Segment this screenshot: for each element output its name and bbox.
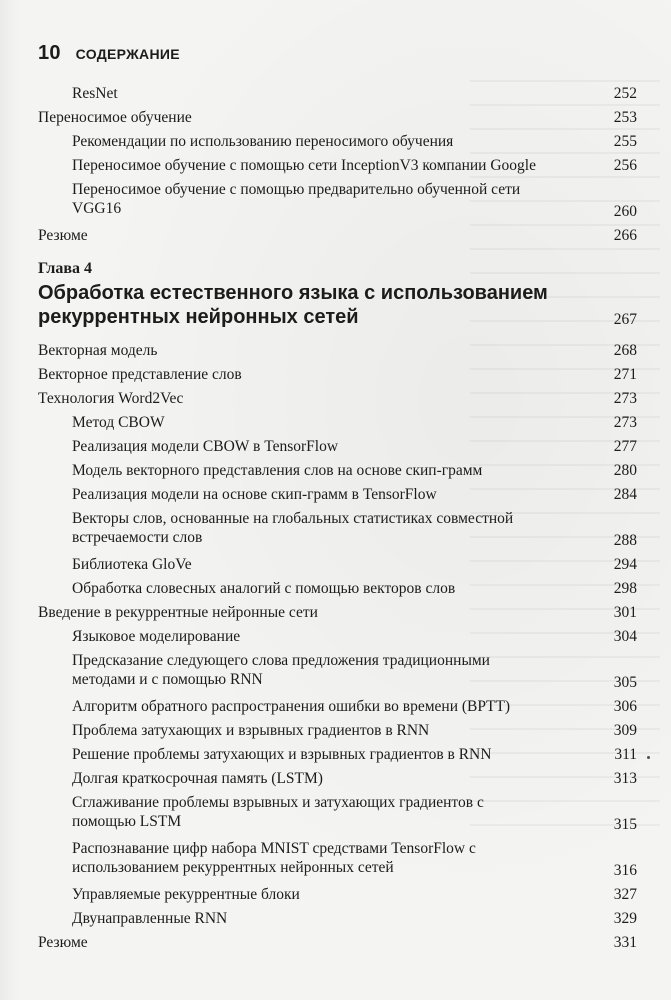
running-header-title: СОДЕРЖАНИЕ — [75, 46, 180, 62]
toc-entry-page: 256 — [613, 157, 637, 174]
toc-entry[interactable] — [38, 627, 637, 646]
toc-entry[interactable] — [38, 909, 637, 928]
toc-entry-title: Языковое моделирование — [72, 628, 241, 645]
toc-entry-page: 316 — [613, 862, 637, 879]
toc-entry-title: Рекомендации по использованию переносимого обучения — [72, 133, 454, 150]
toc-entry-page: 301 — [613, 604, 637, 621]
toc-entry[interactable] — [38, 885, 637, 904]
toc-entry-page: 313 — [613, 770, 637, 787]
toc-entry-title: Проблема затухающих и взрывных градиентов в RNN — [72, 722, 430, 739]
toc-entry[interactable] — [38, 839, 637, 880]
toc-entry-title: ResNet — [72, 85, 118, 102]
toc-entry-page: 327 — [613, 886, 637, 903]
toc-entry-title: Библиотека GloVe — [72, 556, 192, 573]
toc-entry-title: Управляемые рекуррентные блоки — [72, 886, 300, 903]
toc-entry-page: 304 — [613, 628, 637, 645]
toc-entry[interactable] — [38, 721, 637, 740]
toc-entry[interactable] — [38, 509, 637, 550]
toc-entry-title: Реализация модели на основе скип-грамм в TensorFlow — [72, 486, 437, 503]
chapter-heading[interactable] — [38, 259, 637, 329]
toc-entry-title: Решение проблемы затухающих и взрывных градиентов в RNN — [72, 746, 492, 763]
chapter-page: 267 — [613, 311, 637, 328]
toc-entry[interactable] — [38, 697, 637, 716]
toc-entry-page: 331 — [613, 934, 637, 951]
toc-entry-title: Обработка словесных аналогий с помощью векторов слов — [72, 580, 456, 597]
toc-entry[interactable] — [38, 745, 637, 764]
toc-entry[interactable] — [38, 413, 637, 432]
toc-entry-title: Резюме — [38, 227, 88, 244]
toc-entry-page: 309 — [613, 722, 637, 739]
toc-entry-title: Векторное представление слов — [38, 366, 242, 383]
toc-entry-page: 305 — [613, 674, 637, 691]
toc-entry-page: 306 — [613, 698, 637, 715]
toc-entry-title: Двунаправленные RNN — [72, 910, 228, 927]
toc-entry-page: 298 — [613, 580, 637, 597]
toc-entry[interactable] — [38, 84, 637, 103]
toc-entry-page: 277 — [613, 438, 637, 455]
toc-entry[interactable] — [38, 437, 637, 456]
page-number: 10 — [38, 42, 61, 64]
toc-entry[interactable] — [38, 461, 637, 480]
toc-entry-page: 294 — [613, 556, 637, 573]
toc-entry[interactable] — [38, 651, 637, 692]
toc-entry[interactable] — [38, 603, 637, 622]
toc-entry[interactable] — [38, 365, 637, 384]
toc-entry-page: 260 — [613, 203, 637, 220]
toc-entry[interactable] — [38, 132, 637, 151]
toc-entry-title: Долгая краткосрочная память (LSTM) — [72, 770, 323, 787]
toc-entry-title: Реализация модели CBOW в TensorFlow — [72, 438, 339, 455]
toc-entry[interactable] — [38, 933, 637, 952]
toc-entry[interactable] — [38, 485, 637, 504]
toc-entry-page: 253 — [613, 109, 637, 126]
toc-entry-page: 280 — [613, 462, 637, 479]
table-of-contents — [38, 84, 637, 957]
ink-dot — [647, 756, 650, 759]
toc-entry-title: Переносимое обучение — [38, 109, 192, 126]
toc-entry[interactable] — [38, 555, 637, 574]
toc-entry-title: Введение в рекуррентные нейронные сети — [38, 604, 318, 621]
toc-entry-page: 273 — [613, 414, 637, 431]
chapter-title: Обработка естественного языка с использованием рекуррентных нейронных сетей — [38, 282, 548, 328]
toc-entry-page: 329 — [613, 910, 637, 927]
toc-entry-page: 268 — [613, 342, 637, 359]
toc-entry-title: Сглаживание проблемы взрывных и затухающих градиентов с помощью LSTM — [72, 794, 484, 830]
toc-entry-title: Резюме — [38, 934, 88, 951]
toc-entry[interactable] — [38, 769, 637, 788]
toc-entry-page: 255 — [613, 133, 637, 150]
toc-entry-page: 315 — [613, 816, 637, 833]
toc-entry-page: 266 — [613, 227, 637, 244]
toc-entry-page: 271 — [613, 366, 637, 383]
toc-entry-title: Распознавание цифр набора MNIST средствами TensorFlow с использованием рекуррентных нейронных сетей — [72, 840, 476, 876]
toc-entry[interactable] — [38, 793, 637, 834]
chapter-label: Глава 4 — [38, 260, 92, 277]
toc-entry-title: Технология Word2Vec — [38, 390, 184, 407]
toc-entry[interactable] — [38, 156, 637, 175]
toc-entry-page: 252 — [613, 85, 637, 102]
toc-entry[interactable] — [38, 389, 637, 408]
toc-entry[interactable] — [38, 180, 637, 221]
toc-entry-title: Переносимое обучение с помощью предварительно обученной сети VGG16 — [72, 181, 521, 217]
toc-entry-title: Предсказание следующего слова предложения традиционными методами и с помощью RNN — [72, 652, 490, 688]
toc-entry-page: 311 — [614, 746, 637, 763]
toc-entry[interactable] — [38, 341, 637, 360]
toc-entry-title: Алгоритм обратного распространения ошибки во времени (BPTT) — [72, 698, 511, 715]
toc-entry[interactable] — [38, 226, 637, 245]
toc-entry-title: Модель векторного представления слов на основе скип-грамм — [72, 462, 483, 479]
running-header — [38, 42, 180, 65]
toc-entry-page: 284 — [613, 486, 637, 503]
toc-entry-title: Векторная модель — [38, 342, 158, 359]
toc-entry-title: Метод CBOW — [72, 414, 165, 431]
toc-entry[interactable] — [38, 579, 637, 598]
toc-entry[interactable] — [38, 108, 637, 127]
toc-entry-page: 273 — [613, 390, 637, 407]
toc-entry-title: Векторы слов, основанные на глобальных статистиках совместной встречаемости слов — [72, 510, 514, 546]
toc-entry-title: Переносимое обучение с помощью сети InceptionV3 компании Google — [72, 157, 536, 174]
toc-entry-page: 288 — [613, 532, 637, 549]
